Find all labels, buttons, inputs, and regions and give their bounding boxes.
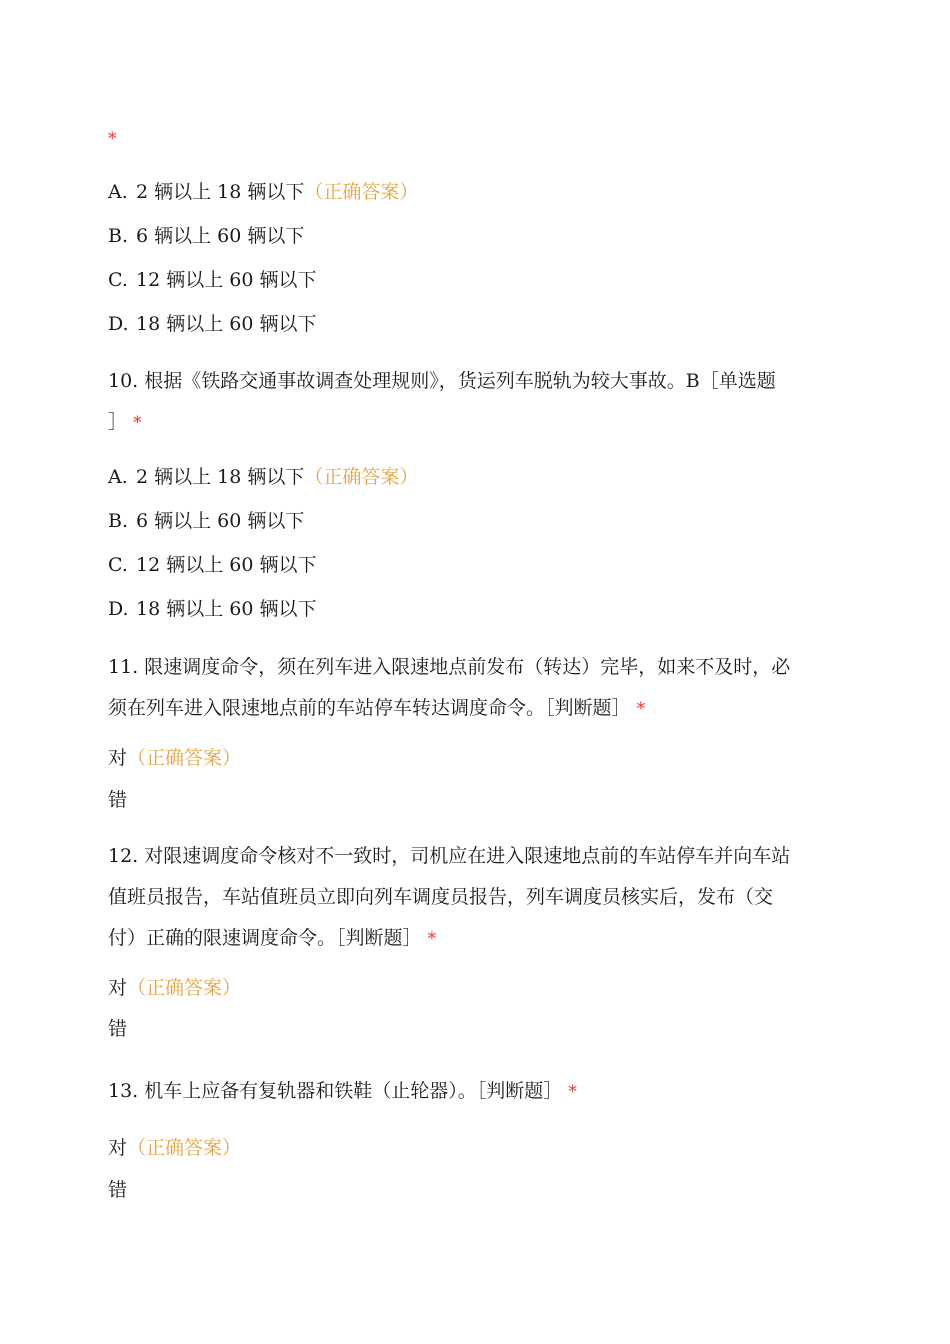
- correct-answer-tag: （正确答案）: [127, 977, 242, 999]
- option-letter: B.: [108, 225, 129, 247]
- required-star: *: [636, 699, 646, 719]
- required-star: *: [133, 413, 142, 433]
- q10-option-b[interactable]: [108, 509, 304, 533]
- required-star: *: [568, 1082, 577, 1102]
- q10-question-line-2: [108, 410, 142, 435]
- q11-option-false[interactable]: [108, 788, 127, 812]
- q12-option-false[interactable]: [108, 1017, 127, 1041]
- option-text: 12 辆以上 60 辆以下: [136, 269, 317, 291]
- q10-option-d[interactable]: [108, 597, 316, 621]
- q10-question-line-1: 10. 根据《铁路交通事故调查处理规则》，货运列车脱轨为较大事故。B［单选题: [108, 370, 776, 392]
- q12-question-line-3: [108, 926, 436, 951]
- required-star: *: [427, 929, 437, 949]
- option-text: 错: [108, 1018, 128, 1040]
- correct-answer-tag: （正确答案）: [127, 1137, 242, 1159]
- correct-answer-tag: （正确答案）: [304, 466, 419, 488]
- option-letter: C.: [108, 554, 128, 576]
- option-text: 错: [108, 789, 128, 811]
- option-letter: D.: [108, 598, 129, 620]
- q9-option-c[interactable]: [108, 268, 316, 292]
- q12-question-line-1: 12. 对限速调度命令核对不一致时，司机应在进入限速地点前的车站停车并向车站: [108, 845, 791, 867]
- q10-option-c[interactable]: [108, 553, 316, 577]
- q9-option-a[interactable]: [108, 180, 418, 204]
- option-letter: C.: [108, 269, 128, 291]
- option-letter: D.: [108, 313, 129, 335]
- correct-answer-tag: （正确答案）: [127, 747, 242, 769]
- option-letter: A.: [108, 466, 128, 488]
- option-text: 6 辆以上 60 辆以下: [136, 225, 305, 247]
- option-text: 6 辆以上 60 辆以下: [136, 510, 305, 532]
- q11-option-true[interactable]: [108, 746, 241, 770]
- question-text: 须在列车进入限速地点前的车站停车转达调度命令。［判断题］: [108, 697, 631, 719]
- correct-answer-tag: （正确答案）: [304, 181, 419, 203]
- q11-question-line-2: [108, 696, 645, 721]
- q12-question-line-2: 值班员报告，车站值班员立即向列车调度员报告，列车调度员核实后，发布（交: [108, 886, 774, 908]
- question-text: 付）正确的限速调度命令。［判断题］: [108, 927, 422, 949]
- q12-option-true[interactable]: [108, 976, 241, 1000]
- question-text: 13. 机车上应备有复轨器和铁鞋（止轮器）。［判断题］: [108, 1080, 563, 1102]
- option-text: 对: [108, 1137, 128, 1159]
- option-text: 18 辆以上 60 辆以下: [136, 598, 317, 620]
- option-text: 对: [108, 747, 128, 769]
- q9-option-b[interactable]: [108, 224, 304, 248]
- q13-question-line-1: [108, 1079, 577, 1104]
- option-text: 错: [108, 1179, 128, 1201]
- option-text: 对: [108, 977, 128, 999]
- q10-option-a[interactable]: [108, 465, 418, 489]
- question-text: ］: [108, 411, 128, 433]
- q11-question-line-1: 11. 限速调度命令，须在列车进入限速地点前发布（转达）完毕，如来不及时，必: [108, 656, 791, 678]
- option-letter: B.: [108, 510, 129, 532]
- option-text: 12 辆以上 60 辆以下: [136, 554, 317, 576]
- option-letter: A.: [108, 181, 128, 203]
- q13-option-true[interactable]: [108, 1136, 241, 1160]
- required-star: *: [108, 129, 117, 149]
- q9-option-d[interactable]: [108, 312, 316, 336]
- option-text: 2 辆以上 18 辆以下: [136, 466, 305, 488]
- q9-required-mark: [108, 126, 117, 151]
- option-text: 18 辆以上 60 辆以下: [136, 313, 317, 335]
- option-text: 2 辆以上 18 辆以下: [136, 181, 305, 203]
- q13-option-false[interactable]: [108, 1178, 127, 1202]
